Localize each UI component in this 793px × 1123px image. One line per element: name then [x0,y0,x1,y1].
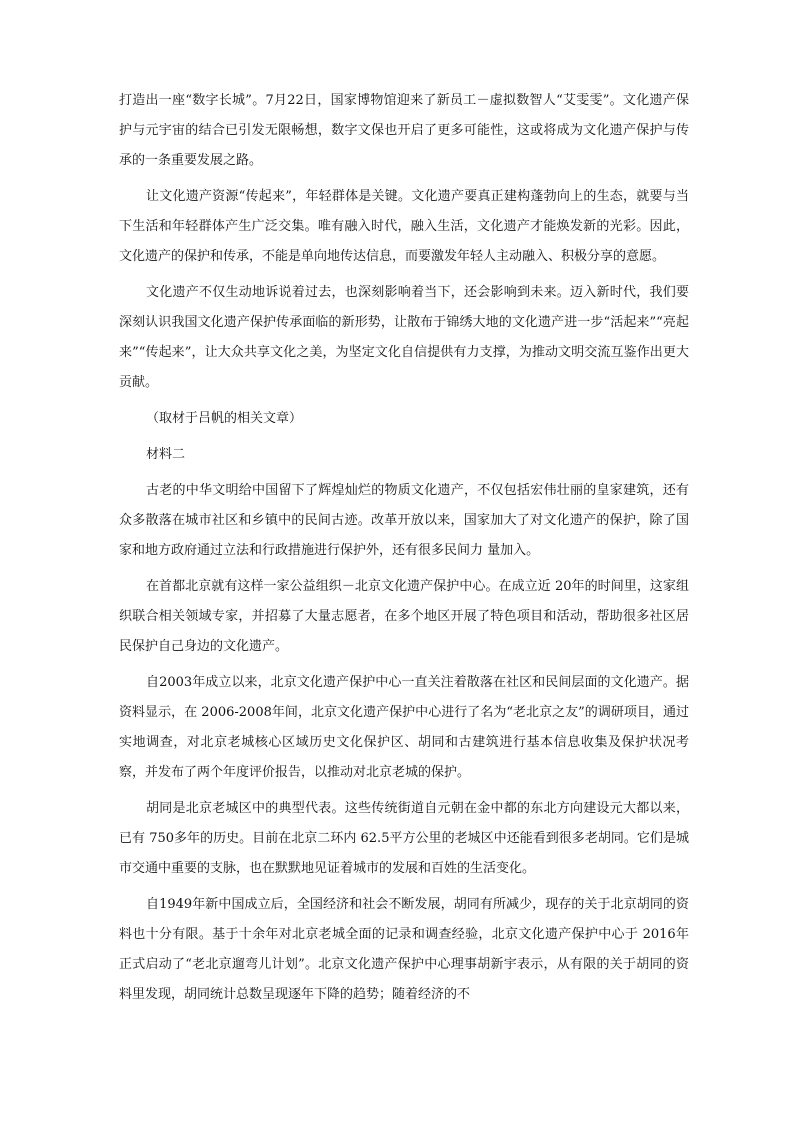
document-page [119,86,689,1016]
paragraph-young-generation: 让文化遗产资源“传起来”，年轻群体是关键。文化遗产要真正建构蓬勃向上的生态，就要与当下生活和年轻群体产生广泛交集。唯有融入时代，融入生活，文化遗产才能焕发新的光彩。因此，文化遗产的保护和传承，不能是单向地传达信息，而要激发年轻人主动融入、积极分享的意愿。 [119,189,689,264]
paragraph-research-project: 自2003年成立以来，北京文化遗产保护中心一直关注着散落在社区和民间层面的文化遗产。据资料显示，在 2006-2008年间，北京文化遗产保护中心进行了名为“老北京之友”的调研项目，通过实地调查，对北京老城核心区域历史文化保护区、胡同和古建筑进行基本信息收集及保护状况考察，并发布了两个年度评价报告，以推动对北京老城的保护。 [119,675,689,780]
section-heading-material-two: 材料二 [146,447,186,462]
paragraph-new-era: 文化遗产不仅生动地诉说着过去，也深刻影响着当下，还会影响到未来。迈入新时代，我们要深刻认识我国文化遗产保护传承面临的新形势，让散布于锦绣大地的文化遗产进一步“活起来”“亮起来”“传起来”，让大众共享文化之美，为坚定文化自信提供有力支撑，为推动文明交流互鉴作出更大贡献。 [119,285,689,390]
source-note: （取材于吕帆的相关文章） [146,411,303,426]
paragraph-hutong-plan: 自1949年新中国成立后，全国经济和社会不断发展，胡同有所减少，现存的关于北京胡同的资料也十分有限。基于十余年对北京老城全面的记录和调查经验，北京文化遗产保护中心于 2016年正式启动了“老北京遛弯儿计划”。北京文化遗产保护中心理事胡新宇表示，从有限的关于胡同的资料里发现，胡同统计总数呈现逐年下降的趋势；随着经济的不 [119,897,689,1002]
paragraph-beijing-center: 在首都北京就有这样一家公益组织－北京文化遗产保护中心。在成立近 20年的时间里，这家组织联合相关领域专家，并招募了大量志愿者，在多个地区开展了特色项目和活动，帮助很多社区居民保护自己身边的文化遗产。 [119,579,689,654]
paragraph-chinese-civilization: 古老的中华文明给中国留下了辉煌灿烂的物质文化遗产，不仅包括宏伟壮丽的皇家建筑，还有众多散落在城市社区和乡镇中的民间古迹。改革开放以来，国家加大了对文化遗产的保护，除了国家和地方政府通过立法和行政措施进行保护外，还有很多民间力 量加入。 [119,483,689,558]
paragraph-digital-heritage: 打造出一座“数字长城”。7月22日，国家博物馆迎来了新员工－虚拟数智人“艾雯雯”。文化遗产保护与元宇宙的结合已引发无限畅想，数字文保也开启了更多可能性，这或将成为文化遗产保护与传承的一条重要发展之路。 [119,93,689,168]
paragraph-hutong-history: 胡同是北京老城区中的典型代表。这些传统街道自元朝在金中都的东北方向建设元大都以来，已有 750多年的历史。目前在北京二环内 62.5平方公里的老城区中还能看到很多老胡同。它们是城市交通中重要的支脉，也在默默地见证着城市的发展和百姓的生活变化。 [119,801,689,876]
